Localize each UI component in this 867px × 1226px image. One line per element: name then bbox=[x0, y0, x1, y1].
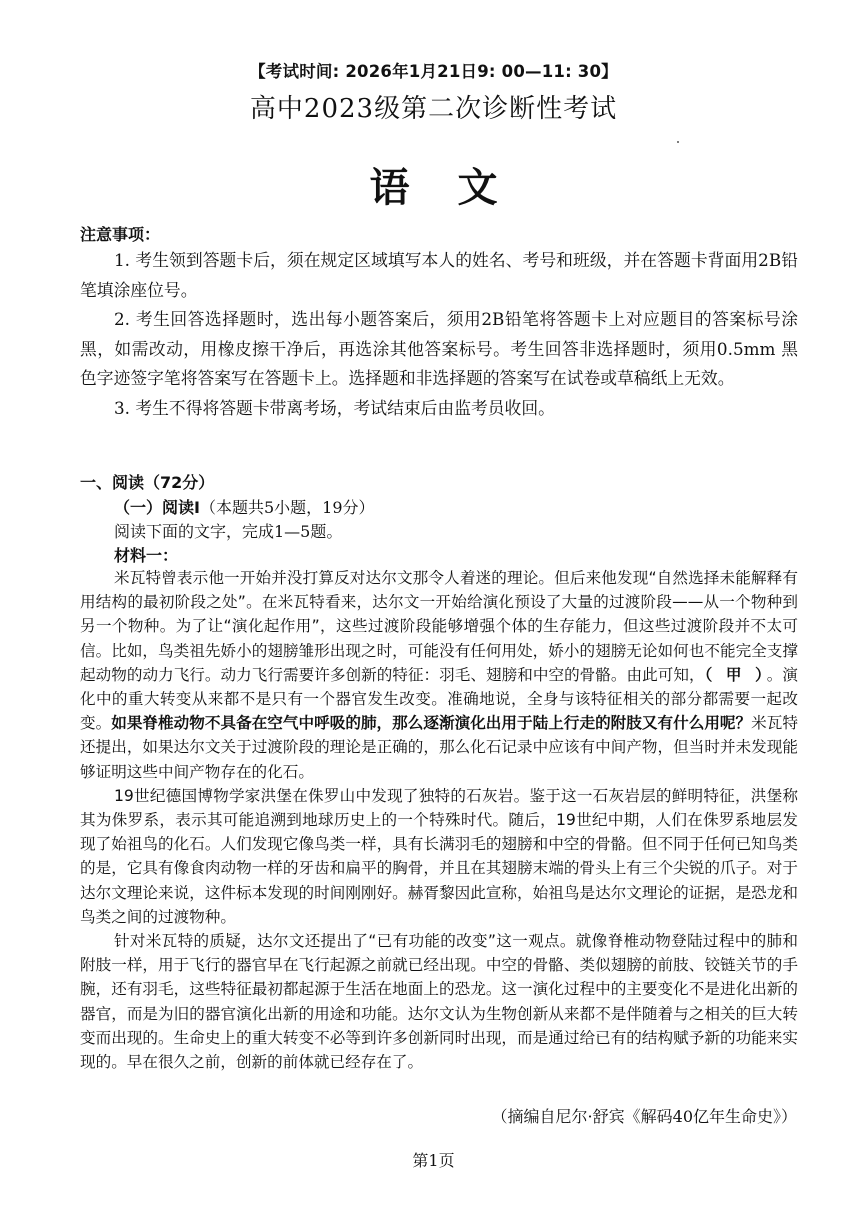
sub-section-heading bbox=[114, 495, 375, 518]
sub-heading-label: （一）阅读Ⅰ bbox=[114, 498, 200, 517]
passage-text: 米瓦特曾表示他一开始并没打算反对达尔文那令人着迷的理论。但后来他发现“自然选择未能解释有用结构的最初阶段之处”。在米瓦特看来，达尔文一开始给演化预设了大量的过渡阶段——从一个物种到另一个物种。为了让“演化起作用”，这些过渡阶段能够增强个体的生存能力，但这些过渡阶段并不太可信。比如，鸟类祖先娇小的翅膀雏形出现之时，可能没有任何用处，娇小的翅膀无论如何也不能完全支撑起动物的动力飞行。动力飞行需要许多创新的特征：羽毛、翅膀和中空的骨骼。由此可知， bbox=[80, 569, 798, 684]
exam-time-banner: 【考试时间: 2026年1月21日9: 00—11: 30】 bbox=[249, 62, 618, 81]
passage-emphasis: 如果脊椎动物不具备在空气中呼吸的肺，那么逐渐演化出用于陆上行走的附肢又有什么用呢？ bbox=[111, 714, 752, 733]
material-label: 材料一： bbox=[114, 546, 179, 565]
note-item: 1. 考生领到答题卡后，须在规定区域填写本人的姓名、考号和班级，并在答题卡背面用2B铅笔填涂座位号。 bbox=[80, 250, 798, 300]
note-item: 3. 考生不得将答题卡带离考场，考试结束后由监考员收回。 bbox=[114, 397, 555, 418]
notes-list bbox=[80, 246, 798, 423]
blank-jia: （ 甲 ） bbox=[704, 665, 767, 684]
subject-title: 语文 bbox=[369, 165, 546, 211]
passage-text: 米瓦特还提出，如果达尔文关于过渡阶段的理论是正确的，那么化石记录中应该有中间产物，但当时并未发现能够证明这些中间产物存在的化石。 bbox=[80, 714, 798, 781]
notes-heading: 注意事项： bbox=[80, 225, 161, 244]
reading-passage bbox=[80, 566, 798, 1074]
reading-instruction: 阅读下面的文字，完成1—5题。 bbox=[114, 522, 343, 541]
passage-text: 。演化中的重大转变从来都不是只有一个器官发生改变。准确地说，全身与该特征相关的部分都需要一起改变。 bbox=[80, 665, 798, 733]
passage-paragraph: 19世纪德国博物学家洪堡在侏罗山中发现了独特的石灰岩。鉴于这一石灰岩层的鲜明特征，洪堡称其为侏罗系，表示其可能追溯到地球历史上的一个特殊时代。随后，19世纪中期，人们在侏罗系地层发现了始祖鸟的化石。人们发现它像鸟类一样，具有长满羽毛的翅膀和中空的骨骼。但不同于任何已知鸟类的是，它具有像食肉动物一样的牙齿和扁平的胸骨，并且在其翅膀末端的骨头上有三个尖锐的爪子。对于达尔文理论来说，这件标本发现的时间刚刚好。赫胥黎因此宣称，始祖鸟是达尔文理论的证据，是恐龙和鸟类之间的过渡物种。 bbox=[80, 786, 798, 926]
passage-paragraph: 针对米瓦特的质疑，达尔文还提出了“已有功能的改变”这一观点。就像脊椎动物登陆过程中的肺和附肢一样，用于飞行的器官早在飞行起源之前就已经出现。中空的骨骼、类似翅膀的前肢、铰链关节的手腕，还有羽毛，这些特征最初都起源于生活在地面上的恐龙。这一演化过程中的主要变化不是进化出新的器官，而是为旧的器官演化出新的用途和功能。达尔文认为生物创新从来都不是伴随着与之相关的巨大转变而出现的。生命史上的重大转变不必等到许多创新同时出现，而是通过给已有的结构赋予新的功能来实现的。早在很久之前，创新的前体就已经存在了。 bbox=[80, 932, 798, 1072]
section-heading: 一、阅读（72分） bbox=[80, 473, 215, 492]
page-number: 第1页 bbox=[412, 1151, 455, 1170]
passage-source: （摘编自尼尔·舒宾《解码40亿年生命史》） bbox=[491, 1107, 797, 1126]
exam-title: 高中2023级第二次诊断性考试 bbox=[249, 94, 618, 124]
note-item: 2. 考生回答选择题时，选出每小题答案后，须用2B铅笔将答题卡上对应题目的答案标号涂黑，如需改动，用橡皮擦干净后，再选涂其他答案标号。考生回答非选择题时，须用0.5mm 黑色字迹签字笔将答案写在答题卡上。选择题和非选择题的答案写在试卷或草稿纸上无效。 bbox=[80, 309, 798, 388]
sub-heading-detail: （本题共5小题，19分） bbox=[199, 498, 375, 517]
passage-paragraph bbox=[80, 566, 798, 784]
scan-speck bbox=[677, 141, 679, 143]
